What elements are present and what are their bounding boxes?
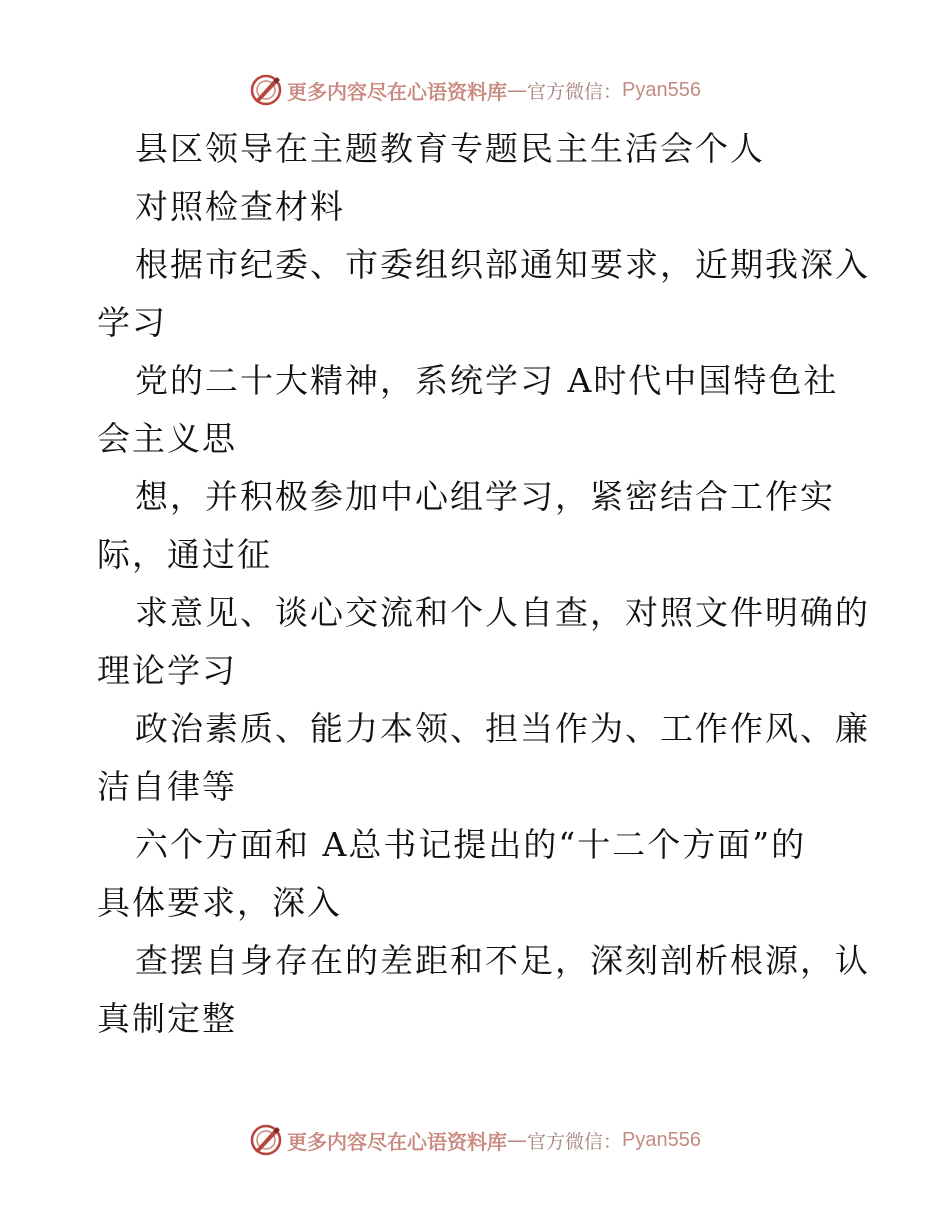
document-text-line: 查摆自身存在的差距和不足，深刻剖析根源，认 [135,941,870,980]
watermark-official-label: 官方微信： [527,80,623,103]
document-text-line: 政治素质、能力本领、担当作为、工作作风、廉 [135,709,870,748]
document-text-line: 会主义思 [97,419,237,458]
document-title-line: 对照检查材料 [135,187,345,226]
document-text-line: 党的二十大精神，系统学习 A时代中国特色社 [135,361,839,400]
document-body [97,120,870,1048]
document-text-line: 具体要求，深入 [97,883,342,922]
document-text-line: 根据市纪委、市委组织部通知要求，近期我深入 [135,245,870,284]
watermark-wechat-id: Pyan556 [622,1128,701,1151]
watermark-wechat-id: Pyan556 [622,78,701,101]
watermark-official-label: 官方微信： [527,1130,623,1153]
document-text-line: 想，并积极参加中心组学习，紧密结合工作实 [135,477,835,516]
document-title-line: 县区领导在主题教育专题民主生活会个人 [135,129,765,168]
footer-watermark [0,1120,950,1160]
document-text-line: 理论学习 [97,651,237,690]
seal-pen-logo-icon [249,73,283,107]
document-text-line: 洁自律等 [97,767,237,806]
seal-pen-logo-icon [249,1123,283,1157]
watermark-dash: — [507,1128,527,1152]
header-watermark [0,70,950,110]
document-text-line: 求意见、谈心交流和个人自查，对照文件明确的 [135,593,870,632]
watermark-text: 更多内容尽在心语资料库 [287,79,507,104]
document-text-line: 真制定整 [97,999,237,1038]
watermark-text: 更多内容尽在心语资料库 [287,1129,507,1154]
watermark-dash: — [507,78,527,102]
document-text-line: 六个方面和 A总书记提出的“十二个方面”的 [135,825,807,864]
document-text-line: 际，通过征 [97,535,272,574]
document-text-line: 学习 [97,303,167,342]
